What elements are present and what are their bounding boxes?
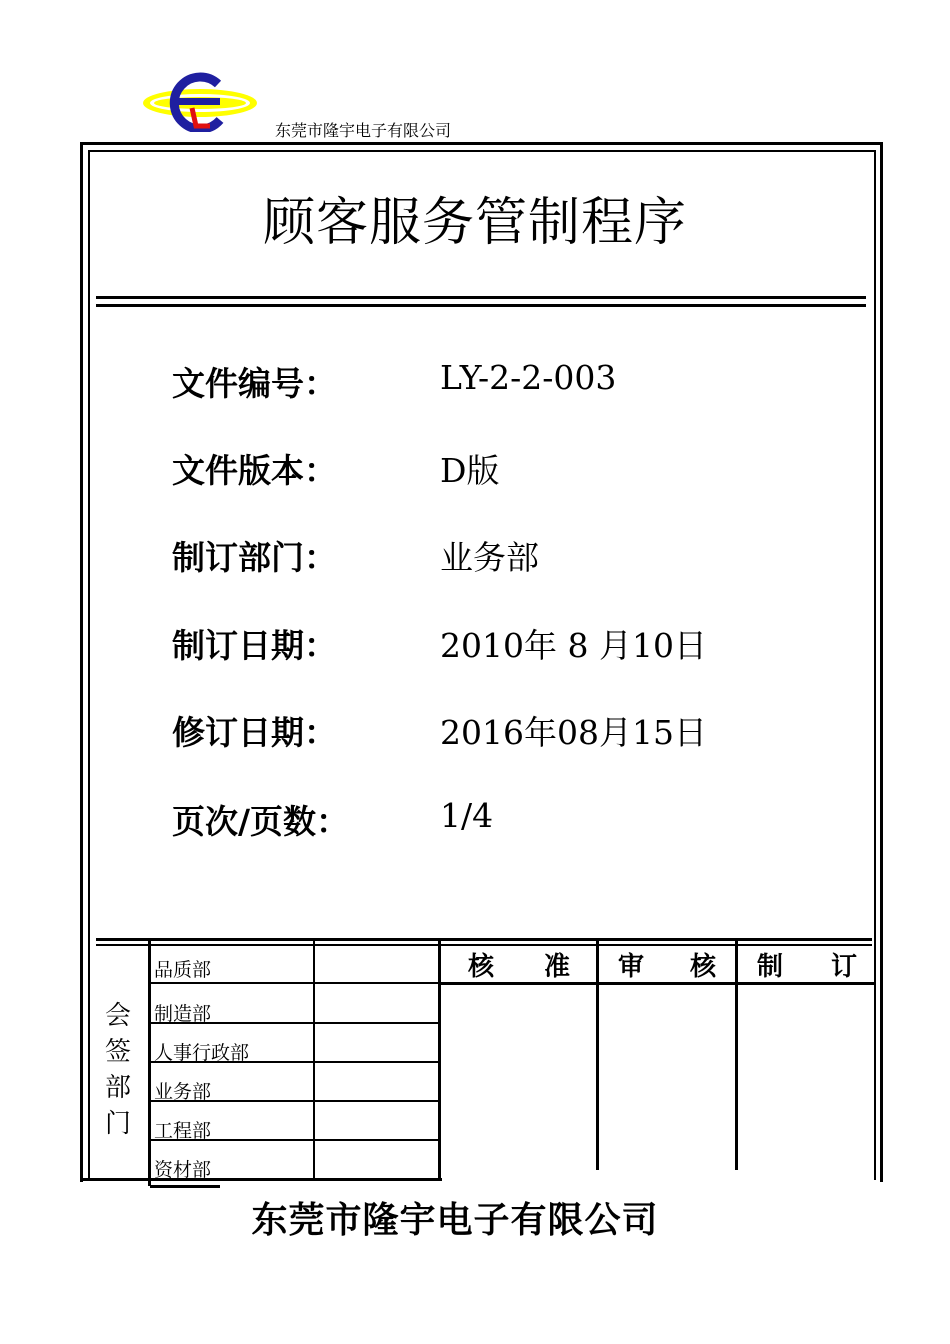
header-review-char-2: 核	[689, 952, 716, 982]
field-value-doc-number: LY-2-2-003	[440, 358, 617, 397]
dept-sales: 业务部	[154, 1081, 212, 1103]
signoff-side-label: 会签部门	[104, 1001, 131, 1139]
dept-quality: 品质部	[154, 959, 212, 981]
field-value-doc-version: D版	[440, 451, 500, 490]
field-value-department: 业务部	[440, 538, 539, 577]
field-label-doc-number: 文件编号：	[172, 364, 337, 403]
frame-right-outer	[880, 142, 883, 1182]
field-label-doc-version: 文件版本：	[172, 451, 337, 490]
dept-hr-admin: 人事行政部	[154, 1042, 250, 1064]
field-label-department: 制订部门：	[172, 538, 337, 577]
header-draft-char-1: 制	[757, 952, 784, 982]
header-review	[618, 946, 716, 983]
table-col-divider-approve	[596, 938, 599, 1170]
header-draft	[757, 946, 857, 983]
header-approve-char-1: 核	[468, 952, 495, 982]
field-label-page-count: 页次/页数：	[172, 802, 350, 841]
company-name-header: 东莞市隆宇电子有限公司	[275, 121, 452, 140]
field-label-created-date: 制订日期：	[172, 626, 337, 665]
table-bottom-line	[80, 1178, 442, 1181]
dept-row-line-1	[150, 982, 440, 984]
table-col-divider-review	[735, 938, 738, 1170]
company-name-footer: 东莞市隆宇电子有限公司	[251, 1200, 659, 1241]
field-value-revised-date: 2016年08月15日	[440, 713, 707, 752]
document-title: 顾客服务管制程序	[262, 193, 687, 253]
header-draft-char-2: 订	[830, 952, 857, 982]
frame-left-inner	[88, 150, 90, 1180]
field-value-page-count: 1/4	[440, 796, 494, 835]
frame-top-outer	[80, 142, 882, 145]
table-col-divider-dept	[313, 938, 315, 1181]
table-col-divider-sign	[438, 938, 441, 1181]
frame-left-outer	[80, 142, 83, 1182]
header-approve-char-2: 准	[543, 952, 570, 982]
table-bottom-tick	[150, 1185, 220, 1188]
dept-materials: 资材部	[154, 1159, 212, 1181]
field-label-revised-date: 修订日期：	[172, 713, 337, 752]
dept-manufacturing: 制造部	[154, 1003, 212, 1025]
field-value-created-date: 2010年 8 月10日	[440, 626, 707, 665]
title-divider-1	[96, 296, 866, 299]
frame-top-inner	[88, 150, 876, 152]
table-top-line-1	[96, 938, 872, 941]
header-review-char-1: 审	[618, 952, 645, 982]
frame-right-inner	[874, 150, 876, 1180]
dept-engineering: 工程部	[154, 1120, 212, 1142]
header-approve	[468, 946, 570, 983]
company-logo-icon	[140, 70, 260, 132]
title-divider-2	[96, 304, 866, 307]
